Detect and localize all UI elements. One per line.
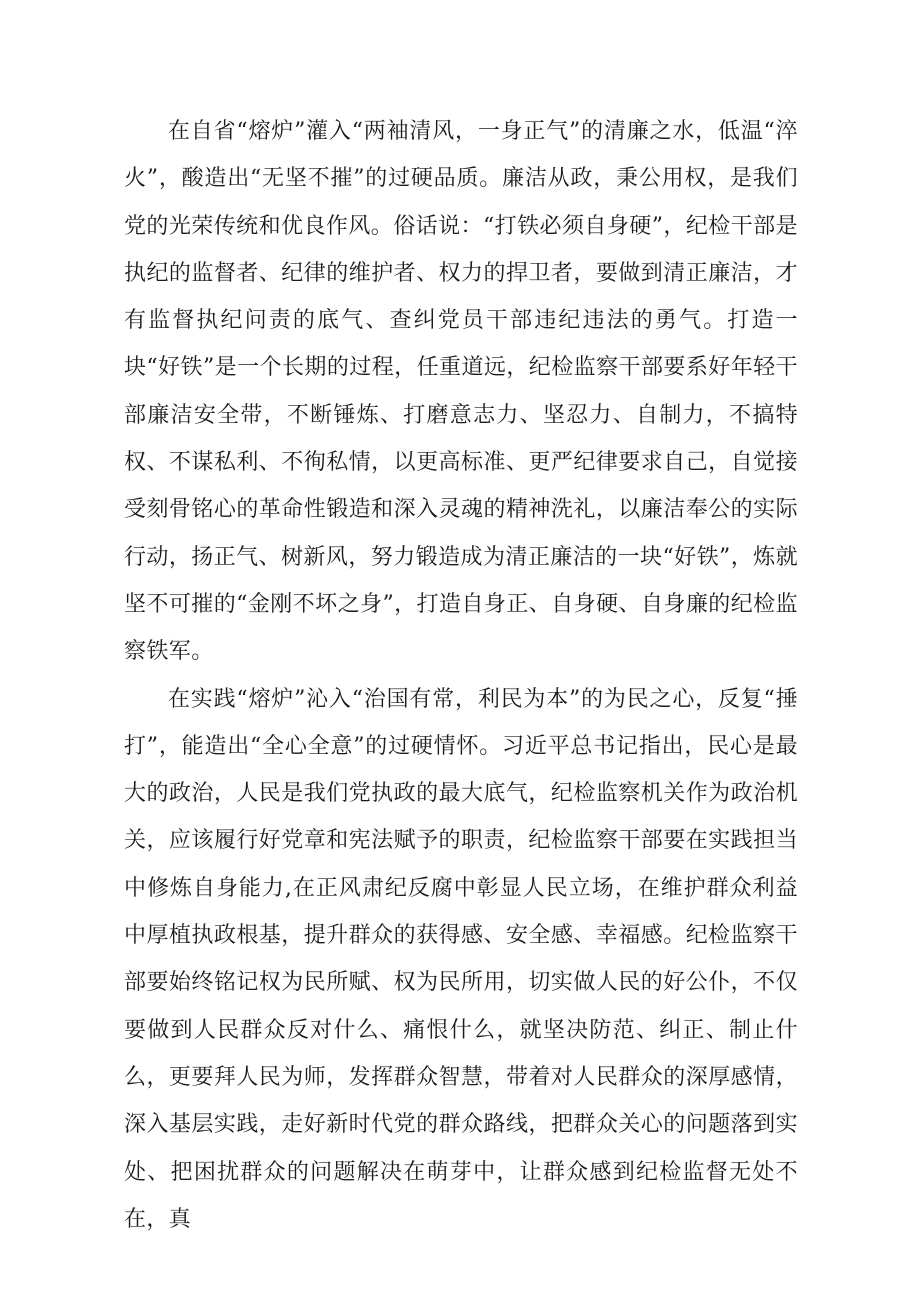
paragraph-2: 在实践“熔炉”沁入“治国有常，利民为本”的为民之心，反复“捶打”，能造出“全心全意”的过硬情怀。习近平总书记指出，民心是最大的政治，人民是我们党执政的最大底气，纪检监察机关作为政治机关，应该履行好党章和宪法赋予的职责，纪检监察干部要在实践担当中修炼自身能力,在正风肃纪反腐中彰显人民立场，在维护群众利益中厚植执政根基，提升群众的获得感、安全感、幸福感。纪检监察干部要始终铭记权为民所赋、权为民所用，切实做人民的好公仆，不仅要做到人民群众反对什么、痛恨什么，就坚决防范、纠正、制止什么，更要拜人民为师，发挥群众智慧，带着对人民群众的深厚感情，深入基层实践，走好新时代党的群众路线，把群众关心的问题落到实处、把困扰群众的问题解决在萌芽中，让群众感到纪检监督无处不在，真 bbox=[124, 686, 798, 1232]
paragraph-1: 在自省“熔炉”灌入“两袖清风，一身正气”的清廉之水，低温“淬火”，酸造出“无坚不摧”的过硬品质。廉洁从政，秉公用权，是我们党的光荣传统和优良作风。俗话说：“打铁必须自身硬”，纪检干部是执纪的监督者、纪律的维护者、权力的捍卫者，要做到清正廉洁，才有监督执纪问责的底气、查纠党员干部违纪违法的勇气。打造一块“好铁”是一个长期的过程，任重道远，纪检监察干部要系好年轻干部廉洁安全带，不断锤炼、打磨意志力、坚忍力、自制力，不搞特权、不谋私利、不徇私情，以更高标准、更严纪律要求自己，自觉接受刻骨铭心的革命性锻造和深入灵魂的精神洗礼，以廉洁奉公的实际行动，扬正气、树新风，努力锻造成为清正廉洁的一块“好铁”，炼就坚不可摧的“金刚不坏之身”，打造自身正、自身硬、自身廉的纪检监察铁军。 bbox=[124, 119, 798, 665]
document-body bbox=[124, 108, 798, 1243]
